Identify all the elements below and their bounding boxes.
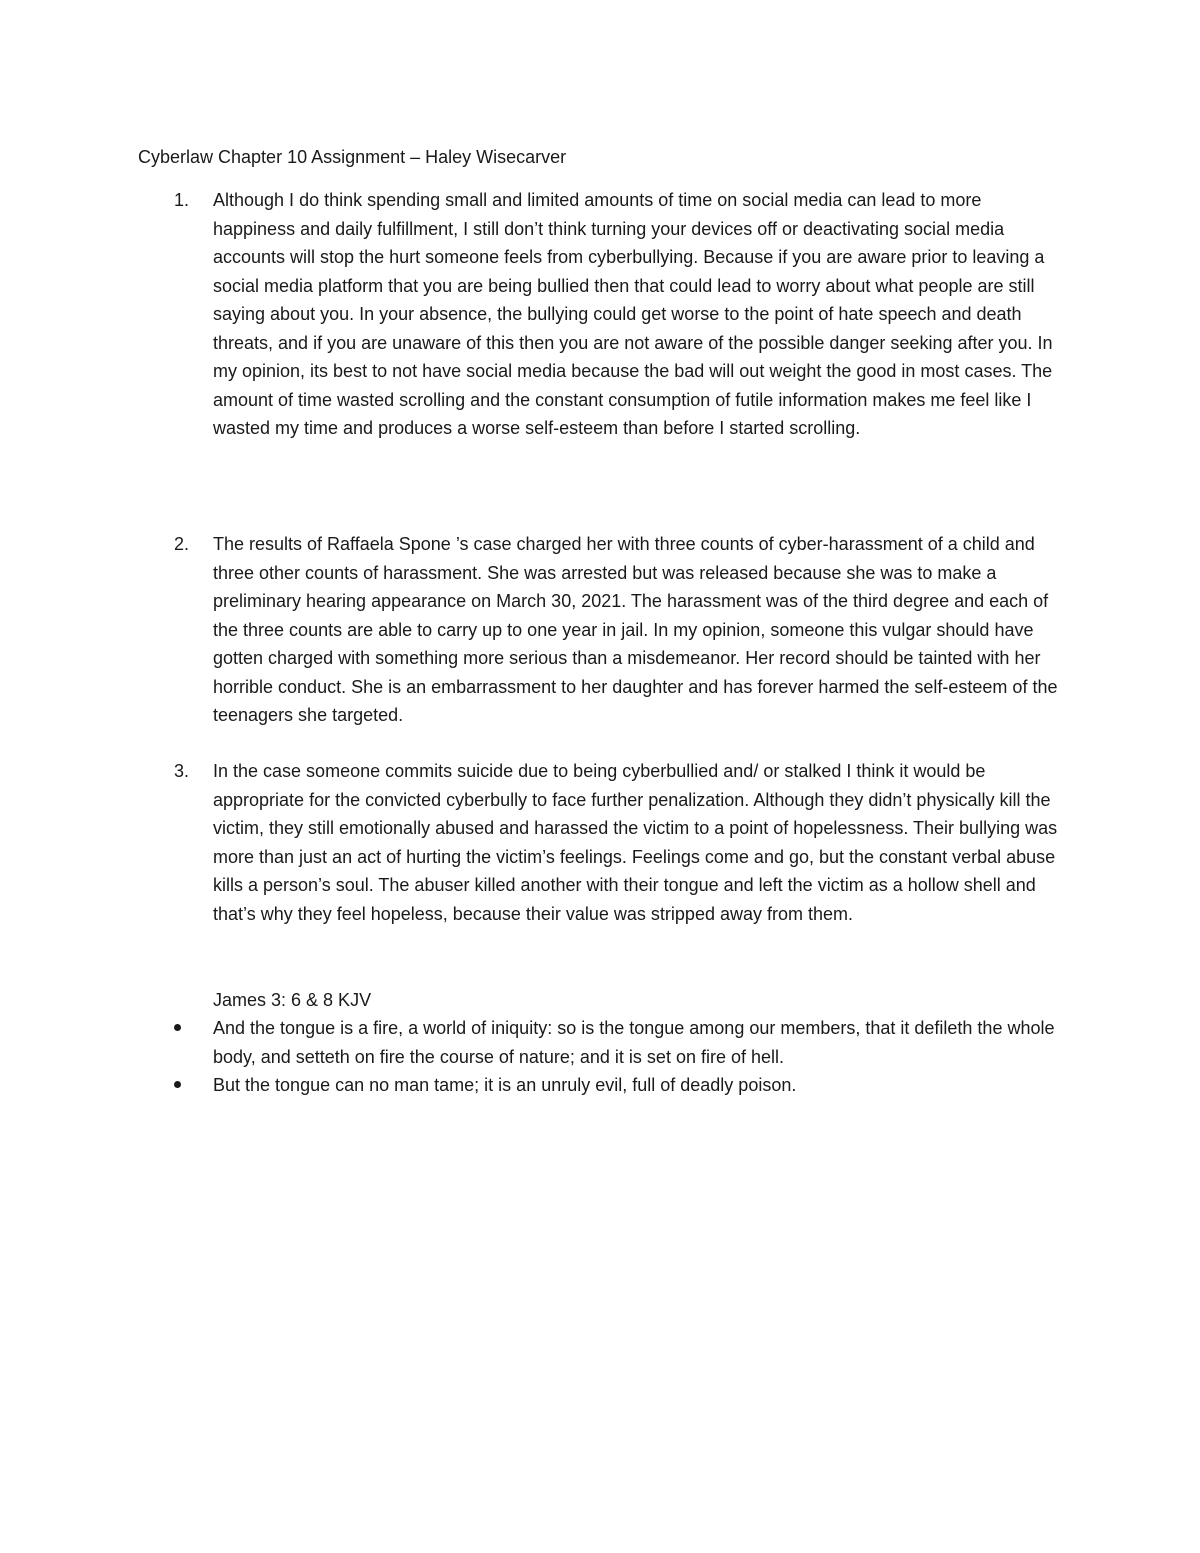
bullet-item-2: [138, 1071, 1068, 1100]
document-title: Cyberlaw Chapter 10 Assignment – Haley Wisecarver: [138, 147, 567, 167]
item-number: 3.: [174, 761, 190, 781]
item-text: The results of Raffaela Spone ’s case charged her with three counts of cyber-harassment of a child and three other counts of harassment. She was arrested but was released because she was to make a preliminary hearing appearance on March 30, 2021. The harassment was of the third degree and each of the three counts are able to carry up to one year in jail. In my opinion, someone this vulgar should have gotten charged with something more serious than a misdemeanor. Her record should be tainted with her horrible conduct. She is an embarrassment to her daughter and has forever harmed the self-esteem of the teenagers she targeted.: [213, 534, 1058, 725]
verse-reference: James 3: 6 & 8 KJV: [213, 990, 372, 1010]
bullet-icon: [174, 1024, 181, 1031]
numbered-item-3: [138, 757, 1068, 928]
item-text: Although I do think spending small and limited amounts of time on social media can lead to more happiness and daily fulfillment, I still don’t think turning your devices off or deactivating social media accounts will stop the hurt someone feels from cyberbullying. Because if you are aware prior to leaving a social media platform that you are being bullied then that could lead to worry about what people are still saying about you. In your absence, the bullying could get worse to the point of hate speech and death threats, and if you are unaware of this then you are not aware of the possible danger seeking after you. In my opinion, its best to not have social media because the bad will out weight the good in most cases. The amount of time wasted scrolling and the constant consumption of futile information makes me feel like I wasted my time and produces a worse self-esteem than before I started scrolling.: [213, 190, 1053, 438]
numbered-item-2: [138, 530, 1068, 730]
item-number: 1.: [174, 190, 190, 210]
bullet-item-1: [138, 1014, 1068, 1071]
bullet-text: But the tongue can no man tame; it is an unruly evil, full of deadly poison.: [213, 1075, 797, 1095]
numbered-item-1: [138, 186, 1068, 443]
item-text: In the case someone commits suicide due to being cyberbullied and/ or stalked I think it would be appropriate for the convicted cyberbully to face further penalization. Although they didn’t physically kill the victim, they still emotionally abused and harassed the victim to a point of hopelessness. Their bullying was more than just an act of hurting the victim’s feelings. Feelings come and go, but the constant verbal abuse kills a person’s soul. The abuser killed another with their tongue and left the victim as a hollow shell and that’s why they feel hopeless, because their value was stripped away from them.: [213, 761, 1058, 924]
bullet-text: And the tongue is a fire, a world of iniquity: so is the tongue among our members, that it defileth the whole body, and setteth on fire the course of nature; and it is set on fire of hell.: [213, 1018, 1055, 1067]
bullet-icon: [174, 1081, 181, 1088]
item-number: 2.: [174, 534, 190, 554]
